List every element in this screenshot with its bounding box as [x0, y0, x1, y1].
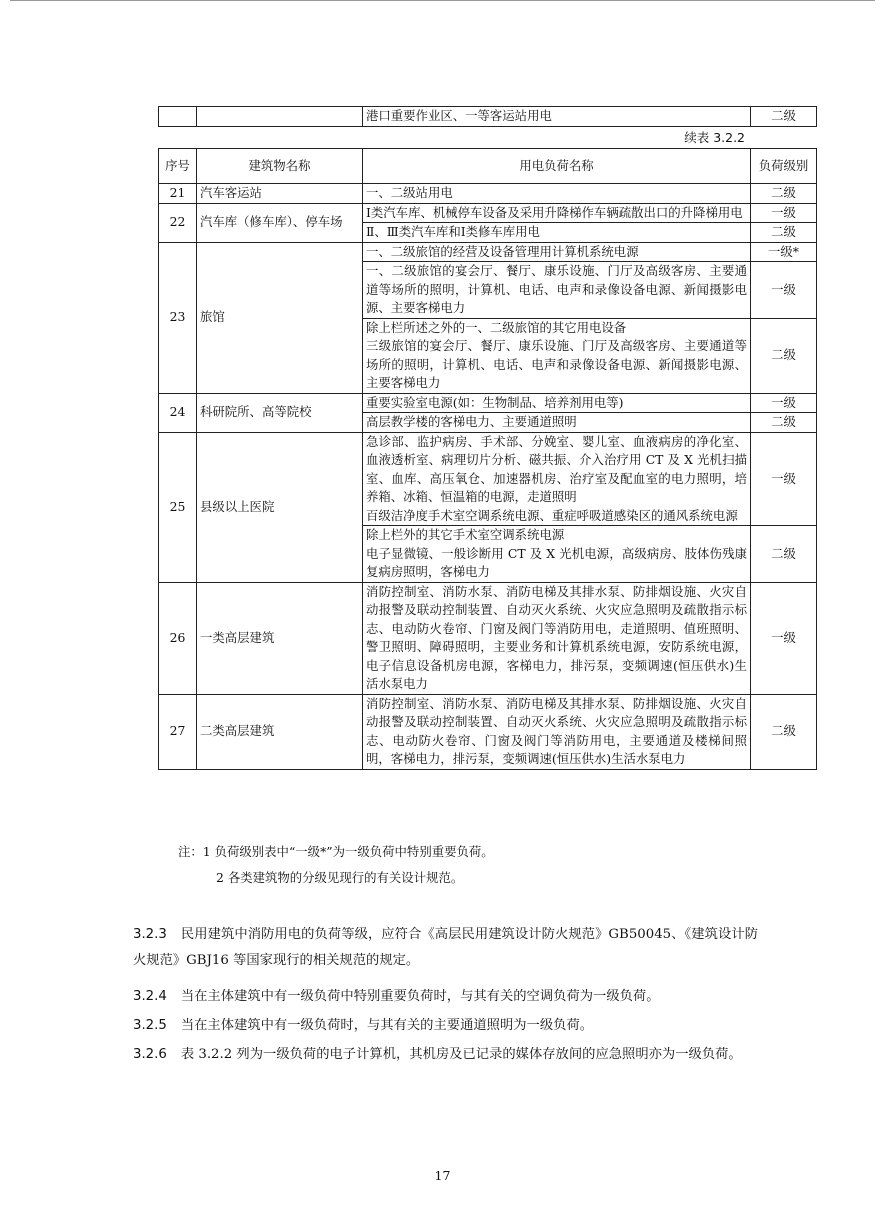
clause-number: 3.2.4	[133, 989, 167, 1004]
load-level-cell: 一级	[751, 393, 817, 413]
row-number-cell: 25	[159, 432, 197, 582]
load-level-cell: 二级	[751, 694, 817, 769]
building-name-cell: 二类高层建筑	[197, 694, 363, 769]
table-row	[159, 203, 817, 223]
row-number-cell: 22	[159, 203, 197, 242]
page-top-rule	[10, 0, 875, 1]
continuation-table	[158, 106, 817, 127]
clause-3-2-5	[133, 1013, 758, 1039]
clause-text: 民用建筑中消防用电的负荷等级，应符合《高层民用建筑设计防火规范》GB50045、《建筑设计防火规范》GBJ16 等国家现行的相关规范的规定。	[133, 927, 758, 968]
table-row	[159, 242, 817, 262]
load-name-cell: 除上栏所述之外的一、二级旅馆的其它用电设备 三级旅馆的宴会厅、餐厅、康乐设施、门厅及高级客房、主要通道等场所的照明，计算机、电话、电声和录像设备电源、新闻摄影电源、主要客梯电力	[363, 318, 751, 393]
load-name-cell: 消防控制室、消防水泵、消防电梯及其排水泵、防排烟设施、火灾自动报警及联动控制装置、自动灭火系统、火灾应急照明及疏散指示标志、电动防火卷帘、门窗及阀门等消防用电，主要通道及楼梯间照明，客梯电力，排污泵，变频调速(恒压供水)生活水泵电力	[363, 694, 751, 769]
row-number-cell: 24	[159, 393, 197, 432]
load-level-cell: 一级	[751, 262, 817, 319]
load-name-cell: 一、二级旅馆的经营及设备管理用计算机系统电源	[363, 242, 751, 262]
load-level-cell: 二级	[751, 413, 817, 433]
load-level-cell: 一级	[751, 582, 817, 694]
table-row	[159, 184, 817, 204]
row-number-cell: 26	[159, 582, 197, 694]
table-header-row	[159, 149, 817, 184]
clause-3-2-6	[133, 1042, 758, 1068]
clause-text: 表 3.2.2 列为一级负荷的电子计算机，其机房及已记录的媒体存放间的应急照明亦为一级负荷。	[180, 1047, 742, 1062]
clause-3-2-4	[133, 984, 758, 1010]
load-level-cell: 二级	[751, 184, 817, 204]
building-name-cell: 旅馆	[197, 242, 363, 393]
table-cell	[197, 107, 363, 127]
building-name-cell: 一类高层建筑	[197, 582, 363, 694]
load-name-cell: 急诊部、监护病房、手术部、分娩室、婴儿室、血液病房的净化室、血液透析室、病理切片分析、磁共振、介入治疗用 CT 及 X 光机扫描室、血库、高压氧仓、加速器机房、治疗室及配血室的电力照明，培养箱、冰箱、恒温箱的电源，走道照明 百级洁净度手术室空调系统电源、重症呼吸道感染区的通风系统电源	[363, 432, 751, 526]
table-row	[159, 432, 817, 526]
clause-number: 3.2.6	[133, 1047, 167, 1062]
load-level-cell: 二级	[751, 526, 817, 583]
load-name-cell: 一、二级站用电	[363, 184, 751, 204]
building-name-cell: 县级以上医院	[197, 432, 363, 582]
table-body	[159, 184, 817, 770]
load-name-cell: Ⅰ类汽车库、机械停车设备及采用升降梯作车辆疏散出口的升降梯用电	[363, 203, 751, 223]
table-caption: 续表 3.2.2	[684, 130, 745, 145]
header-load: 用电负荷名称	[363, 149, 751, 184]
load-level-cell: 一级	[751, 432, 817, 526]
header-no: 序号	[159, 149, 197, 184]
load-name-cell: 重要实验室电源(如：生物制品、培养剂用电等)	[363, 393, 751, 413]
load-level-cell: 二级	[751, 107, 817, 127]
load-level-cell: 二级	[751, 318, 817, 393]
load-name-cell: 高层教学楼的客梯电力、主要通道照明	[363, 413, 751, 433]
load-name-cell: Ⅱ、Ⅲ类汽车库和Ⅰ类修车库用电	[363, 223, 751, 243]
clause-text: 当在主体建筑中有一级负荷时，与其有关的主要通道照明为一级负荷。	[180, 1018, 594, 1033]
note-2: 2 各类建筑物的分级见现行的有关设计规范。	[216, 870, 464, 885]
clause-number: 3.2.5	[133, 1018, 167, 1033]
load-level-cell: 一级	[751, 203, 817, 223]
building-name-cell: 汽车客运站	[197, 184, 363, 204]
header-building: 建筑物名称	[197, 149, 363, 184]
clause-number: 3.2.3	[133, 927, 167, 942]
row-number-cell: 21	[159, 184, 197, 204]
clause-3-2-3	[133, 922, 758, 974]
page-number: 17	[434, 1168, 451, 1183]
building-name-cell: 汽车库（修车库）、停车场	[197, 203, 363, 242]
building-name-cell: 科研院所、高等院校	[197, 393, 363, 432]
note-1: 注：1 负荷级别表中“一级*”为一级负荷中特别重要负荷。	[178, 844, 494, 859]
load-name-cell: 港口重要作业区、一等客运站用电	[363, 107, 751, 127]
row-number-cell: 27	[159, 694, 197, 769]
load-name-cell: 一、二级旅馆的宴会厅、餐厅、康乐设施、门厅及高级客房、主要通道等场所的照明，计算机、电话、电声和录像设备电源、新闻摄影电源、主要客梯电力	[363, 262, 751, 319]
load-name-cell: 除上栏外的其它手术室空调系统电源 电子显微镜、一般诊断用 CT 及 X 光机电源，高级病房、肢体伤残康复病房照明，客梯电力	[363, 526, 751, 583]
table-row	[159, 582, 817, 694]
clause-text: 当在主体建筑中有一级负荷中特别重要负荷时，与其有关的空调负荷为一级负荷。	[180, 989, 660, 1004]
table-row	[159, 393, 817, 413]
row-number-cell: 23	[159, 242, 197, 393]
load-level-cell: 二级	[751, 223, 817, 243]
load-level-cell: 一级*	[751, 242, 817, 262]
table-cell	[159, 107, 197, 127]
load-name-cell: 消防控制室、消防水泵、消防电梯及其排水泵、防排烟设施、火灾自动报警及联动控制装置、自动灭火系统、火灾应急照明及疏散指示标志、电动防火卷帘、门窗及阀门等消防用电，走道照明、值班照明、警卫照明、障碍照明，主要业务和计算机系统电源，安防系统电源，电子信息设备机房电源，客梯电力，排污泵，变频调速(恒压供水)生活水泵电力	[363, 582, 751, 694]
header-level: 负荷级别	[751, 149, 817, 184]
table-row	[159, 694, 817, 769]
load-classification-table	[158, 148, 817, 770]
table-row	[159, 107, 817, 127]
